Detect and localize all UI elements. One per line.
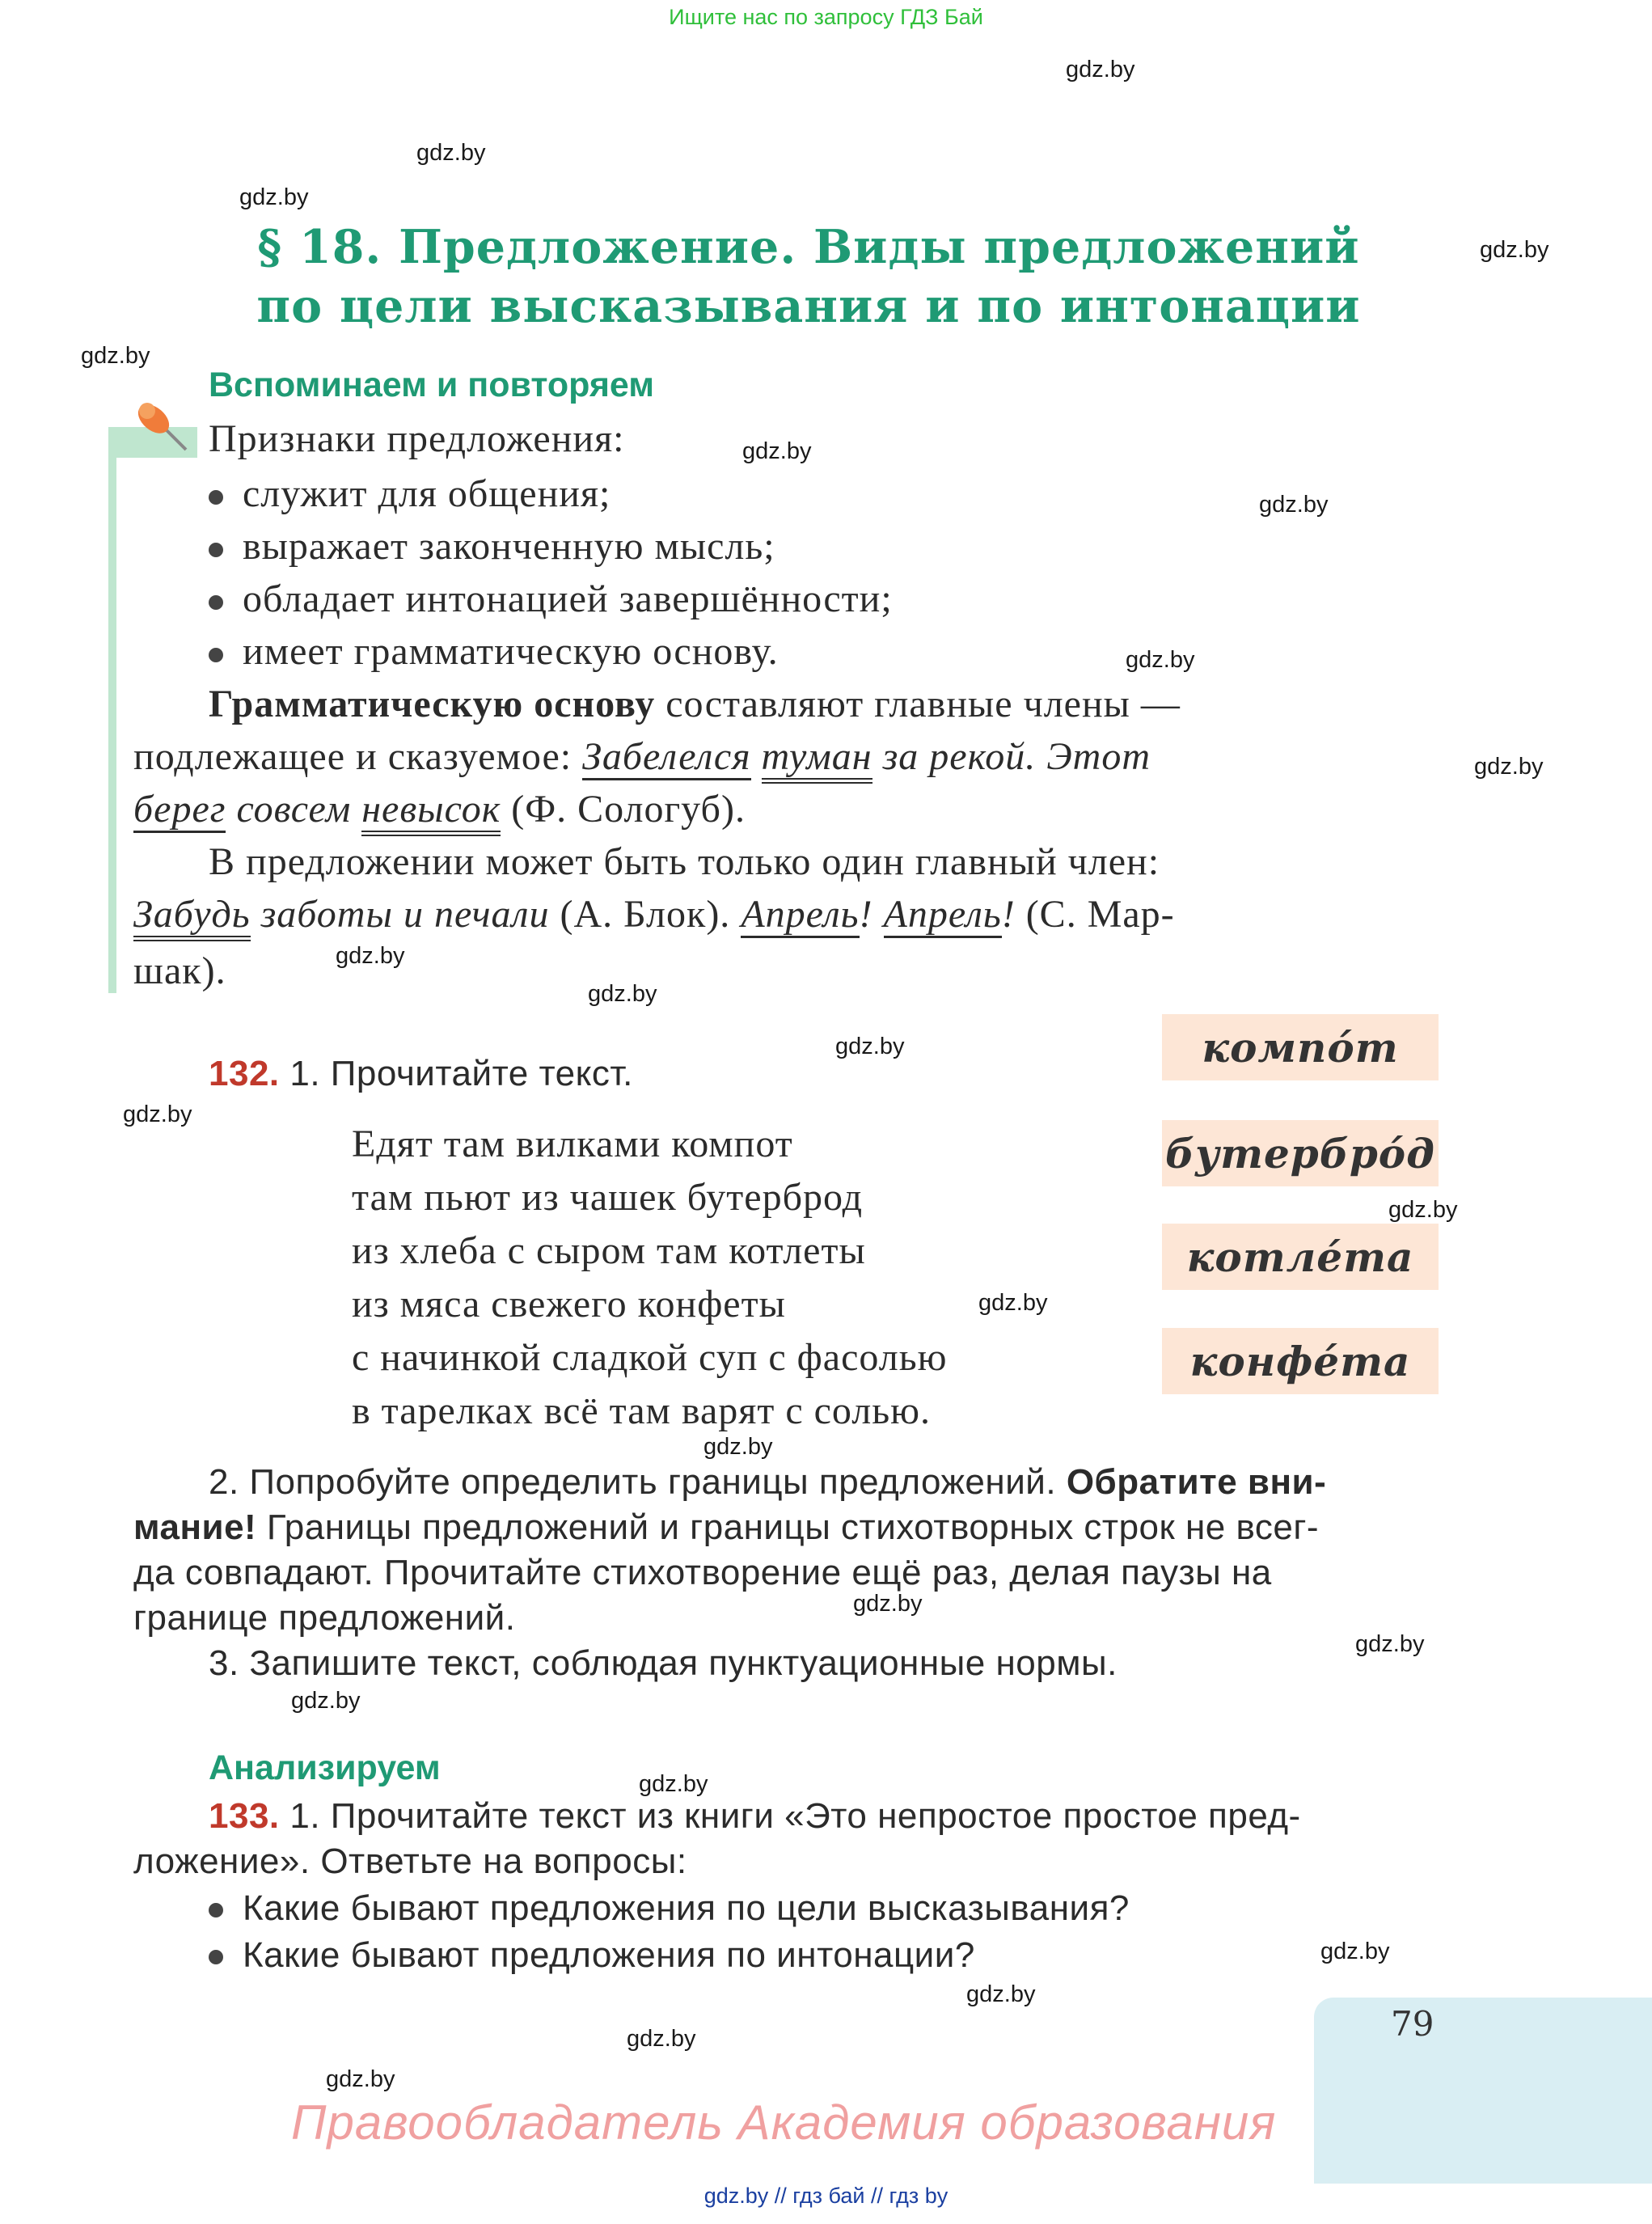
watermark: gdz.by	[416, 140, 486, 166]
watermark: gdz.by	[978, 1290, 1048, 1316]
bullet-icon	[209, 1903, 223, 1917]
watermark: gdz.by	[1355, 1631, 1425, 1657]
word-card: конфéта	[1162, 1328, 1439, 1394]
predicate-word: невысок	[361, 788, 501, 836]
word-card: котлéта	[1162, 1224, 1439, 1290]
question-item	[209, 1933, 975, 1978]
watermark: gdz.by	[81, 343, 150, 369]
bullet-item	[209, 625, 779, 678]
watermark: gdz.by	[1320, 1939, 1390, 1964]
exercise-132-task3: 3. Запишите текст, соблюдая пунктуационные нормы.	[209, 1643, 1118, 1683]
page-corner	[1314, 1998, 1652, 2184]
paragraph-one-member-line2	[133, 888, 1175, 941]
watermark: gdz.by	[627, 2026, 696, 2052]
top-banner: Ищите нас по запросу ГДЗ Бай	[669, 5, 983, 29]
watermark: gdz.by	[1126, 647, 1195, 673]
poem-line: из мяса свежего конфеты	[352, 1283, 786, 1326]
paragraph-one-member-line3: шак).	[133, 949, 226, 992]
text-span: !	[1001, 893, 1016, 936]
watermark: gdz.by	[123, 1101, 192, 1127]
bullet-text: имеет грамматическую основу.	[243, 630, 779, 673]
exercise-number: 133.	[209, 1796, 280, 1836]
exercise-number: 132.	[209, 1054, 280, 1093]
bullet-item	[209, 520, 775, 573]
watermark: gdz.by	[239, 184, 309, 210]
section-heading-analyze: Анализируем	[209, 1748, 441, 1787]
text-span: за рекой. Этот	[872, 735, 1151, 778]
poem-line: там пьют из чашек бутерброд	[352, 1176, 864, 1219]
signs-title: Признаки предложения:	[209, 417, 625, 460]
bullet-text: выражает законченную мысль;	[243, 525, 775, 568]
attention-bold: мание!	[133, 1507, 257, 1547]
watermark: gdz.by	[588, 981, 657, 1007]
task-text: Границы предложений и границы стихотворных строк не всег-	[256, 1507, 1320, 1547]
question-text: Какие бывают предложения по интонации?	[243, 1935, 975, 1975]
bullet-text: обладает интонацией завершённости;	[243, 577, 893, 620]
watermark: gdz.by	[336, 943, 405, 969]
exercise-133-task1	[209, 1794, 1301, 1839]
copyright-notice: Правообладатель Академия образования	[291, 2095, 1277, 2150]
text-span: заботы и печали	[250, 893, 550, 936]
exercise-132-task1	[209, 1051, 633, 1097]
bullet-icon	[209, 543, 223, 557]
poem-line: Едят там вилками компот	[352, 1123, 793, 1165]
section-heading-remember: Вспоминаем и повторяем	[209, 366, 655, 404]
predicate-word: Забудь	[133, 893, 251, 941]
text-span: совсем	[226, 788, 362, 831]
rule-bar	[108, 427, 116, 993]
watermark: gdz.by	[1474, 754, 1544, 780]
footer-links[interactable]: gdz.by // гдз бай // гдз by	[703, 2184, 949, 2208]
term-bold: Грамматическую основу	[209, 683, 656, 725]
exercise-132-task2	[209, 1460, 1326, 1505]
watermark: gdz.by	[1388, 1197, 1458, 1223]
text-span: !	[859, 893, 884, 936]
author: (Ф. Сологуб).	[501, 788, 746, 831]
exercise-132-task2-line4: границе предложений.	[133, 1598, 516, 1638]
paragraph-grammar-line2	[133, 730, 1151, 783]
bullet-icon	[209, 490, 223, 505]
watermark: gdz.by	[835, 1034, 905, 1059]
watermark: gdz.by	[1066, 57, 1135, 82]
task-text: 2. Попробуйте определить границы предложений.	[209, 1462, 1067, 1502]
poem-line: из хлеба с сыром там котлеты	[352, 1229, 866, 1272]
author: (А. Блок).	[549, 893, 741, 936]
bullet-item	[209, 573, 893, 625]
text-span: составляют главные члены —	[655, 683, 1181, 725]
question-item	[209, 1886, 1130, 1931]
bullet-icon	[209, 1950, 223, 1964]
watermark: gdz.by	[742, 438, 812, 464]
paragraph-grammar-line3	[133, 783, 746, 835]
page-title-line2: по цели высказывания и по интонации	[256, 279, 1361, 333]
page-title: § 18. Предложение. Виды предложений	[257, 220, 1360, 274]
page-number: 79	[1391, 2004, 1434, 2044]
exercise-132-task2-line3: да совпадают. Прочитайте стихотворение ещё раз, делая паузы на	[133, 1553, 1272, 1592]
text-span: подлежащее и сказуемое:	[133, 735, 583, 778]
poem-line: в тарелках всё там варят с солью.	[352, 1389, 931, 1432]
author: (С. Мар-	[1015, 893, 1175, 936]
poem-line: с начинкой сладкой суп с фасолью	[352, 1336, 948, 1379]
watermark: gdz.by	[291, 1688, 361, 1714]
subject-word: Апрель	[884, 893, 1002, 938]
watermark: gdz.by	[853, 1591, 923, 1617]
subject-word: Апрель	[741, 893, 859, 938]
watermark: gdz.by	[1259, 492, 1329, 518]
paragraph-grammar	[209, 678, 1181, 730]
predicate-word: туман	[762, 735, 872, 784]
watermark: gdz.by	[639, 1771, 708, 1797]
subject-word: Забелелся	[582, 735, 750, 780]
watermark: gdz.by	[966, 1981, 1036, 2007]
word-card: бутербрóд	[1162, 1120, 1439, 1186]
poem	[352, 1118, 947, 1438]
bullet-text: служит для общения;	[243, 472, 611, 515]
watermark: gdz.by	[703, 1434, 773, 1460]
attention-bold: Обратите вни-	[1066, 1462, 1327, 1502]
exercise-132-task2-line2	[133, 1505, 1319, 1550]
task-text: 1. Прочитайте текст из книги «Это непростое простое пред-	[279, 1796, 1301, 1836]
pushpin-icon	[129, 395, 194, 459]
subject-word: берег	[133, 788, 226, 833]
watermark: gdz.by	[326, 2066, 395, 2092]
exercise-133-task1-line2: ложение». Ответьте на вопросы:	[133, 1841, 687, 1881]
word-card: компóт	[1162, 1014, 1439, 1080]
bullet-item	[209, 467, 611, 520]
paragraph-one-member: В предложении может быть только один главный член:	[209, 840, 1160, 883]
task-text: 1. Прочитайте текст.	[279, 1054, 633, 1093]
question-text: Какие бывают предложения по цели высказывания?	[243, 1888, 1130, 1928]
watermark: gdz.by	[1480, 237, 1549, 263]
bullet-icon	[209, 595, 223, 610]
bullet-icon	[209, 648, 223, 662]
